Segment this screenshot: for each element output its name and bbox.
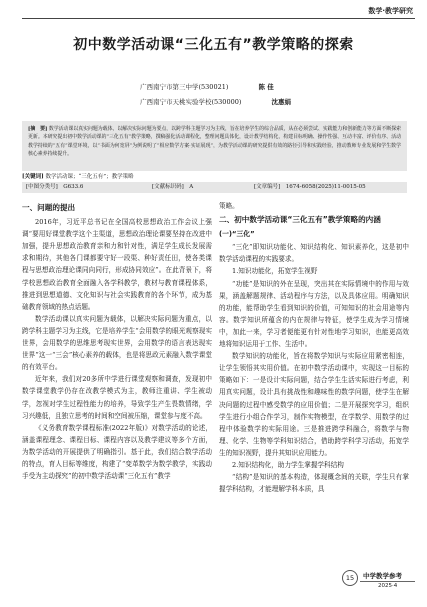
- left-column: [22, 200, 212, 482]
- subsection-heading: (一)“三化”: [219, 230, 255, 239]
- article-title: 初中数学活动课“三化五有”教学策略的探索: [73, 37, 354, 53]
- body-paragraph: 《义务教育数学课程标准(2022年版)》对数学活动的论述，涵盖课程理念、课程目标、课程内容以及教学建议等多个方面，为数学活动的开展提供了明确指引。基于此，我们结合数学活动的特点，育人目标等维度，构建了“变革数学为数学教学，实践动手受为主动探究”的初中数学活动课“三化五有”教学: [22, 423, 212, 481]
- abstract-box: [22, 121, 407, 171]
- body-paragraph: “三化”即知识功能化、知识结构化、知识素养化，这是初中数学活动课程的实践要求。: [219, 243, 409, 264]
- body-paragraph: “功能”是知识的外在呈现，突出其在实际情境中的作用与效果，涵盖解题规律、活动程序与方法，以及具体应用。明确知识的功能，能帮助学生看到知识的价值，可知知识的社会用途等内容。数学知识所蕴含的内在规律与特征，使学生成为学习情境中，加此一来，学习者便能更有针对性地学习知识，也能更高效地将知识运用于工作、生活中。: [219, 279, 409, 349]
- abstract-text: 数学活动课以真实问题为载体，以解决实际问题为要点，以跨学科主题学习为主线，旨在培养学生的综合品质，从在必须尝试、实践能力和创新能力等方面不断探索更新。本研究提出初中数学活动课的“三化五有”教学策略，撰稿强化活动课程化，整理问题具体化，设计教学结构化，构建目标明确、操作性强、互动丰富、评价有序、活动教学持续的“五有”课堂环境，以“书面为何宽屏”为例说明了“相应数学方案·实证展现”，为教学活动课的研究提供有效的路径引导和实践经验，推动教师专业发展和学生数学核心素养持续提升。: [28, 126, 402, 157]
- footer-rule: [360, 581, 415, 582]
- section-heading: 二、初中数学活动课“三化五有”教学策略的内涵: [219, 215, 381, 225]
- author-name: 沈惠娟: [271, 98, 291, 106]
- body-paragraph: 策略。: [219, 202, 239, 210]
- author-name: 陈 佳: [258, 83, 274, 91]
- right-column: [219, 200, 409, 495]
- section-header: 数学·教学研究: [368, 7, 413, 15]
- body-paragraph: 2016年，习近平总书记在全国高校思想政治工作会议上强调“要用好课堂教学这个主渠道，思想政治理论课要坚持在改进中加强，提升思想政治教育亲和力和针对性，满足学生成长发展需求和期待，其他各门课都要守好一段渠、种好责任田，使各类课程与思想政治理论课同向同行，形成协同效应”。在此背景下，将学校思想政治教育全面融入各学科教学，教材与教育课程体系，推进到思想道德、文化知识与社会实践教育的各个环节，成为基础教育领域的热点话题。: [22, 218, 212, 311]
- body-paragraph: 2.知识结构化，助力学生掌握学科结构: [232, 460, 344, 469]
- author-affiliation: 广西南宁市第三中学(530021): [140, 83, 229, 91]
- magazine-name: 中学教学参考: [363, 572, 402, 580]
- keywords-text: 数学活动课；“三化五有”；教学策略: [45, 174, 134, 180]
- section-heading: 一、问题的提出: [22, 203, 76, 212]
- author-affiliation: 广西南宁市天桃实验学校(530000): [140, 98, 242, 106]
- classification-row: [22, 182, 407, 193]
- page-number: 15: [342, 570, 358, 586]
- header-rule: [22, 18, 415, 19]
- document-code: [文献标识码] A: [152, 184, 194, 190]
- body-paragraph: 近年来，我们对20多所中学进行课堂观察和调查，发现初中数学课堂教学仍存在改教学模式为主，教师注重讲、学生被动学，忽视对学生过程性能力的培养，导致学生产生畏数情绪，学习兴趣低，且独立思考的时间和空间被压缩，课堂参与度不高。: [22, 375, 212, 420]
- clc-number: [中图分类号] G633.6: [26, 184, 84, 190]
- keywords-label: [关键词]: [22, 174, 44, 180]
- author-row: [140, 80, 291, 95]
- author-block: [140, 80, 291, 110]
- keywords-line: [22, 172, 134, 180]
- body-paragraph: 1.知识功能化，拓宽学生视野: [232, 267, 318, 276]
- author-row: [140, 95, 291, 110]
- body-paragraph: 数学知识的功能化，旨在将数学知识与实际应用紧密相连，让学生领悟其实用价值。在初中数学活动课中，实现这一目标的策略如下：一是设计实际问题，结合学生生活实际进行考虑，利用真实问题，设计具有挑战性和趣味性的数学问题，使学生在解决问题的过程中感受数学的应用价值；二是开展探究学习，组织学生进行小组合作学习，制作实物模型，在学数学、用数学的过程中体验数学的实际用途。三是推进跨学科融合，将数学与物理、化学、生物等学科知识结合，借助跨学科学习活动，拓宽学生的知识视野，提升其知识应用能力。: [219, 352, 409, 457]
- issue-date: 2025·4: [378, 583, 398, 589]
- body-paragraph: “结构”是知识的基本构造，体现概念间的关联，学生只有掌握学科结构，才能理解学科本质，具: [219, 473, 409, 494]
- abstract-label: [摘 要]: [28, 126, 48, 132]
- article-number: [文章编号] 1674-6058(2025)11-0015-05: [254, 184, 366, 190]
- body-paragraph: 数学活动课以真实问题为载体，以解决实际问题为重点，以跨学科主题学习为主线，它是培养学生“会用数学的眼光观察现实世界，会用数学的思维思考现实世界，会用数学的语言表达现实世界”这一“三会”核心素养的载体，也是将思政元素融入数学课堂的有效平台。: [22, 314, 212, 372]
